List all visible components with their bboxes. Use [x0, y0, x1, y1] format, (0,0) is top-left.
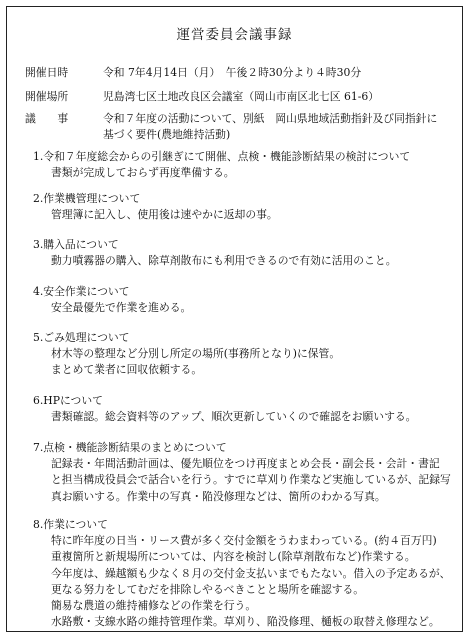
section-line: 書類確認。総会資料等のアップ、順次更新していくので確認をお願いする。 [51, 410, 417, 424]
section-line: 更なる努力をしてむだを排除しやるべきことと場所を確認する。 [51, 582, 365, 596]
section-heading: 1.令和７年度総会からの引継ぎにて開催、点検・機能診断結果の検討について [33, 150, 411, 163]
section-line: 動力噴霧器の購入、除草剤散布にも利用できるので有効に活用のこと。 [51, 254, 397, 268]
meta-place-label: 開催場所 [25, 90, 69, 103]
section-line: と担当構成役員会で話合いを行う。すでに草刈り作業など実施しているが、記録写 [51, 473, 451, 487]
section-line: 真お願いする。作業中の写真・陥没修理などは、箇所のわかる写真。 [51, 489, 386, 503]
agenda-line: 令和７年度の活動について、別紙 岡山県地域活動指針及び同指針に [103, 112, 438, 125]
section-line: 書類が完成しておらず再度準備する。 [51, 166, 235, 180]
section-body [33, 533, 454, 630]
section-line: 重複箇所と新規場所については、内容を検討し(除草剤散布など)作業する。 [51, 550, 416, 564]
section-heading: 4.安全作業について [33, 285, 130, 298]
section-6 [33, 393, 454, 425]
section-body [33, 165, 454, 181]
section-line: まとめて業者に回収依頼する。 [51, 363, 203, 377]
section-1 [33, 149, 454, 181]
section-body [33, 300, 454, 316]
meta-date-value: 令和 7年4月14日（月） 午後２時30分より４時30分 [103, 66, 362, 79]
section-heading: 7.点検・機能診断結果のまとめについて [33, 441, 227, 454]
section-line: 材木等の整理など分別し所定の場所(事務所となり)に保管。 [51, 347, 341, 361]
section-line: 管理簿に記入し、使用後は速やかに返却の事。 [51, 208, 278, 222]
section-line: 水路敷・支線水路の維持管理作業。草刈り、陥没修理、樋板の取替え修理など。 [51, 615, 440, 629]
section-heading: 6.HPについて [33, 394, 103, 407]
section-body [33, 456, 454, 505]
document-title: 運営委員会議事録 [176, 27, 293, 43]
section-heading: 2.作業機管理について [33, 192, 141, 205]
section-body [33, 207, 454, 223]
section-body [33, 253, 454, 269]
meta-agenda-value [103, 111, 452, 143]
section-4 [33, 284, 454, 316]
section-heading: 5.ごみ処理について [33, 331, 130, 344]
meta-date-label: 開催日時 [25, 66, 69, 79]
meta-agenda-label: 議 事 [25, 112, 69, 125]
section-7 [33, 440, 454, 505]
section-body [33, 346, 454, 378]
section-line: 安全最優先で作業を進める。 [51, 301, 192, 315]
section-body [33, 409, 454, 425]
section-3 [33, 237, 454, 269]
agenda-line: 基づく要件(農地維持活動) [103, 128, 231, 141]
meta-place-value: 児島湾七区土地改良区会議室（岡山市南区北七区 61-6） [103, 90, 380, 103]
section-heading: 8.作業について [33, 518, 108, 531]
section-line: 簡易な農道の維持補修などの作業を行う。 [51, 599, 257, 613]
section-heading: 3.購入品について [33, 238, 119, 251]
section-line: 今年度は、繰越額も少なく８月の交付金支払いまでもたない。借入の予定あるが、 [51, 566, 451, 580]
section-5 [33, 330, 454, 379]
section-line: 特に昨年度の日当・リース費が多く交付金額をうわまわっている。(約４百万円) [51, 534, 437, 548]
minutes-document [6, 6, 463, 632]
section-8 [33, 517, 454, 630]
section-2 [33, 191, 454, 223]
section-line: 記録表・年間活動計画は、優先順位をつけ再度まとめ会長・副会長・会計・書記 [51, 457, 440, 471]
